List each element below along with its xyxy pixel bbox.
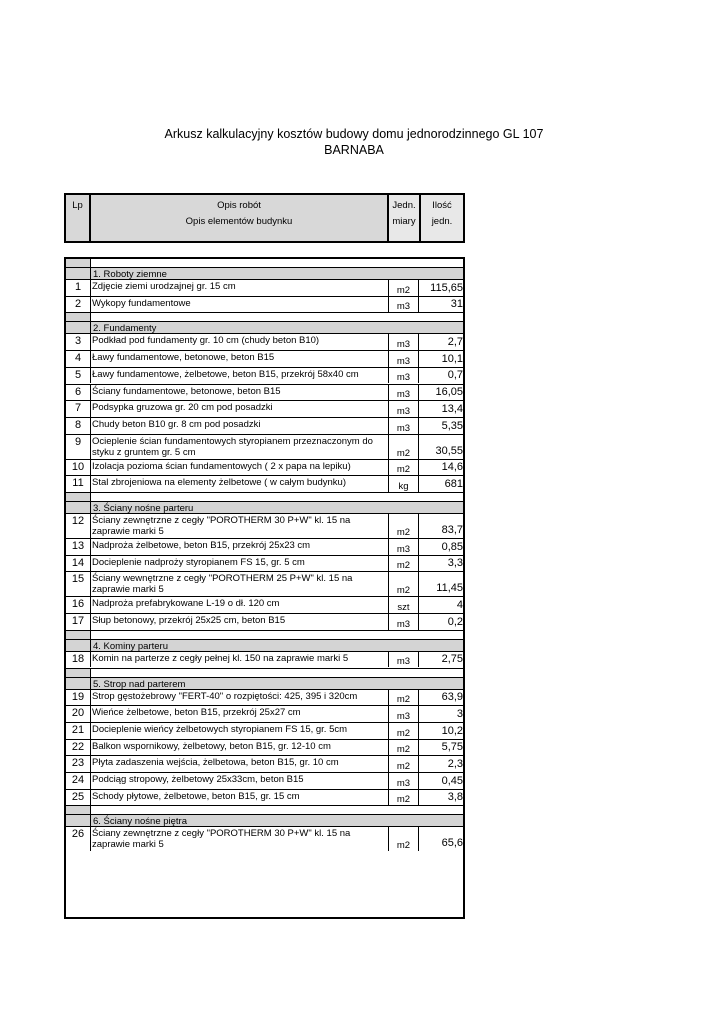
lp-cell [66,502,91,513]
row-number: 24 [66,773,91,789]
table-row [66,555,463,572]
row-description: Ściany zewnętrzne z cegły "POROTHERM 30 P+W" kl. 15 na zaprawie marki 5 [92,828,351,851]
document-subtitle: BARNABA [324,143,384,157]
row-number: 3 [66,334,91,350]
header-lp-cell [66,195,91,241]
row-number: 22 [66,740,91,756]
row-description: Ławy fundamentowe, żelbetowe, beton B15, przekrój 58x40 cm [92,368,359,380]
row-quantity: 4 [456,599,463,612]
row-unit: m2 [388,572,419,596]
spacer-row [66,258,463,267]
row-description: Słup betonowy, przekrój 25x25 cm, beton B15 [92,615,286,627]
header-opis-elementow: Opis elementów budynku [185,216,293,227]
row-number: 18 [66,652,91,668]
row-quantity: 2,75 [441,653,463,666]
row-description: Wykopy fundamentowe [92,297,191,309]
lp-cell [66,806,91,814]
row-description: Podciąg stropowy, żelbetowy 25x33cm, beton B15 [92,774,304,785]
row-description: Ocieplenie ścian fundamentowych styropianem przeznaczonym do styku z gruntem gr. 5 cm [92,435,373,458]
row-number: 15 [66,572,91,596]
row-number: 9 [66,435,91,459]
lp-cell [66,313,91,321]
row-unit: m3 [388,401,419,417]
row-quantity: 0,85 [441,540,463,553]
row-number: 12 [66,514,91,538]
lp-cell [66,815,91,826]
row-quantity: 0,2 [447,615,463,628]
row-unit: m3 [388,297,419,313]
table-row [66,384,463,401]
row-quantity: 2,3 [447,757,463,770]
row-quantity: 681 [444,477,463,490]
table-row [66,279,463,296]
row-quantity: 5,75 [441,741,463,754]
header-ilosc-cell [421,195,463,241]
header-ilosc: Ilość [432,200,452,211]
row-quantity: 65,6 [441,837,463,850]
row-unit: m2 [388,556,419,572]
table-row [66,350,463,367]
section-label: 4. Kominy parteru [93,640,168,652]
row-unit: m2 [388,723,419,739]
cost-table [64,257,465,919]
section-header-row [66,501,463,513]
section-header-row [66,267,463,279]
row-description: Docieplenie wieńcy żelbetowych styropianem FS 15, gr. 5cm [92,723,348,735]
row-unit: m2 [388,790,419,806]
section-label: 1. Roboty ziemne [93,269,167,280]
row-description: Nadproża prefabrykowane L-19 o dł. 120 cm [92,598,280,610]
row-description: Strop gęstożebrowy "FERT-40" o rozpiętości: 425, 395 i 320cm [92,690,358,702]
header-opis-cell [91,195,389,241]
row-description: Wieńce żelbetowe, beton B15, przekrój 25x27 cm [92,707,301,719]
table-row [66,296,463,313]
lp-cell [66,268,91,279]
table-row [66,333,463,350]
row-description: Ławy fundamentowe, betonowe, beton B15 [92,352,275,364]
row-unit: m2 [388,435,419,459]
row-quantity: 5,35 [441,419,463,432]
row-quantity: 16,05 [435,386,463,399]
row-description: Zdjęcie ziemi urodzajnej gr. 15 cm [92,281,236,292]
section-label: 2. Fundamenty [93,323,157,335]
row-quantity: 3,8 [447,791,463,804]
spacer-row [66,312,463,321]
section-header-row [66,321,463,333]
row-number: 11 [66,476,91,492]
row-unit: m2 [388,280,419,296]
lp-cell [66,493,91,501]
row-number: 13 [66,539,91,555]
row-description: Płyta zadaszenia wejścia, żelbetowa, beton B15, gr. 10 cm [92,757,339,769]
row-number: 6 [66,385,91,401]
table-row [66,739,463,756]
row-unit: m2 [388,740,419,756]
row-unit: m3 [388,539,419,555]
row-unit: m3 [388,652,419,668]
row-unit: m3 [388,773,419,789]
section-label: 5. Strop nad parterem [93,678,186,690]
row-number: 1 [66,280,91,296]
table-row [66,772,463,789]
row-unit: m2 [388,756,419,772]
row-quantity: 63,9 [441,691,463,704]
table-row [66,613,463,630]
spacer-row [66,492,463,501]
table-row [66,571,463,596]
row-number: 26 [66,827,91,851]
row-number: 4 [66,351,91,367]
row-number: 17 [66,614,91,630]
row-unit: m3 [388,351,419,367]
row-quantity: 31 [450,298,463,311]
lp-cell [66,669,91,677]
row-number: 23 [66,756,91,772]
row-number: 16 [66,597,91,613]
section-header-row [66,639,463,651]
row-quantity: 10,2 [441,724,463,737]
row-unit: m2 [388,690,419,706]
row-quantity: 30,55 [435,444,463,457]
row-number: 19 [66,690,91,706]
table-row [66,689,463,706]
row-description: Izolacja pozioma ścian fundamentowych ( 2 x papa na lepiku) [92,460,351,472]
lp-cell [66,322,91,333]
header-opis-robot: Opis robót [217,200,261,211]
section-header-row [66,677,463,689]
row-unit: m2 [388,827,419,851]
row-quantity: 0,7 [447,369,463,382]
row-unit: m3 [388,418,419,434]
spacer-row [66,805,463,814]
row-unit: m3 [388,334,419,350]
row-description: Balkon wspornikowy, żelbetowy, beton B15, gr. 12-10 cm [92,740,331,752]
row-number: 2 [66,297,91,313]
row-quantity: 10,1 [441,352,463,365]
section-label: 6. Ściany nośne piętra [93,816,188,828]
row-quantity: 0,45 [441,774,463,787]
header-jedn: Jedn. [392,200,416,211]
spacer-row [66,668,463,677]
section-header-row [66,814,463,826]
row-description: Podkład pod fundamenty gr. 10 cm (chudy beton B10) [92,335,320,347]
row-number: 5 [66,368,91,384]
header-miary: miary [392,216,416,227]
row-unit: m3 [388,368,419,384]
header-lp: Lp [72,200,83,211]
row-description: Nadproża żelbetowe, beton B15, przekrój 25x23 cm [92,540,311,551]
row-number: 7 [66,401,91,417]
row-number: 8 [66,418,91,434]
table-row [66,596,463,613]
table-row [66,459,463,476]
row-number: 21 [66,723,91,739]
row-description: Ściany wewnętrzne z cegły "POROTHERM 25 P+W" kl. 15 na zaprawie marki 5 [92,573,353,596]
row-description: Docieplenie nadproży styropianem FS 15, gr. 5 cm [92,556,305,568]
spacer-row [66,630,463,639]
lp-cell [66,640,91,651]
row-quantity: 3,3 [447,557,463,570]
row-number: 25 [66,790,91,806]
row-unit: m3 [388,614,419,630]
table-row [66,513,463,538]
row-description: Komin na parterze z cegły pełnej kl. 150 na zaprawie marki 5 [92,652,349,664]
document-title: Arkusz kalkulacyjny kosztów budowy domu jednorodzinnego GL 107 [164,127,544,141]
row-quantity: 13,4 [441,402,463,415]
header-jedn-count: jedn. [431,216,453,227]
row-unit: m2 [388,460,419,476]
table-header [64,193,465,243]
table-row [66,434,463,459]
row-unit: m2 [388,514,419,538]
row-description: Ściany zewnętrzne z cegły "POROTHERM 30 P+W" kl. 15 na zaprawie marki 5 [92,515,351,537]
row-quantity: 83,7 [441,524,463,536]
table-row [66,475,463,492]
lp-cell [66,678,91,689]
table-row [66,651,463,668]
lp-cell [66,259,91,267]
row-quantity: 2,7 [447,336,463,349]
row-quantity: 11,45 [436,582,463,595]
row-unit: m3 [388,706,419,722]
section-label: 3. Ściany nośne parteru [93,503,194,514]
table-row [66,705,463,722]
table-row [66,367,463,384]
row-unit: szt [388,597,419,613]
row-description: Podsypka gruzowa gr. 20 cm pod posadzki [92,402,273,414]
table-row [66,400,463,417]
row-description: Stal zbrojeniowa na elementy żelbetowe ( w całym budynku) [92,477,346,489]
lp-cell [66,631,91,639]
row-unit: kg [388,476,419,492]
table-row [66,789,463,806]
table-row [66,826,463,851]
row-description: Ściany fundamentowe, betonowe, beton B15 [92,385,281,397]
row-quantity: 115,65 [430,281,463,294]
row-number: 14 [66,556,91,572]
header-jedn-cell [389,195,421,241]
table-row [66,722,463,739]
table-row [66,538,463,555]
row-quantity: 3 [456,707,463,720]
table-row [66,417,463,434]
row-unit: m3 [388,385,419,401]
row-description: Chudy beton B10 gr. 8 cm pod posadzki [92,418,261,430]
row-description: Schody płytowe, żelbetowe, beton B15, gr. 15 cm [92,790,300,802]
table-row [66,755,463,772]
row-number: 20 [66,706,91,722]
row-number: 10 [66,460,91,476]
row-quantity: 14,6 [441,461,463,474]
